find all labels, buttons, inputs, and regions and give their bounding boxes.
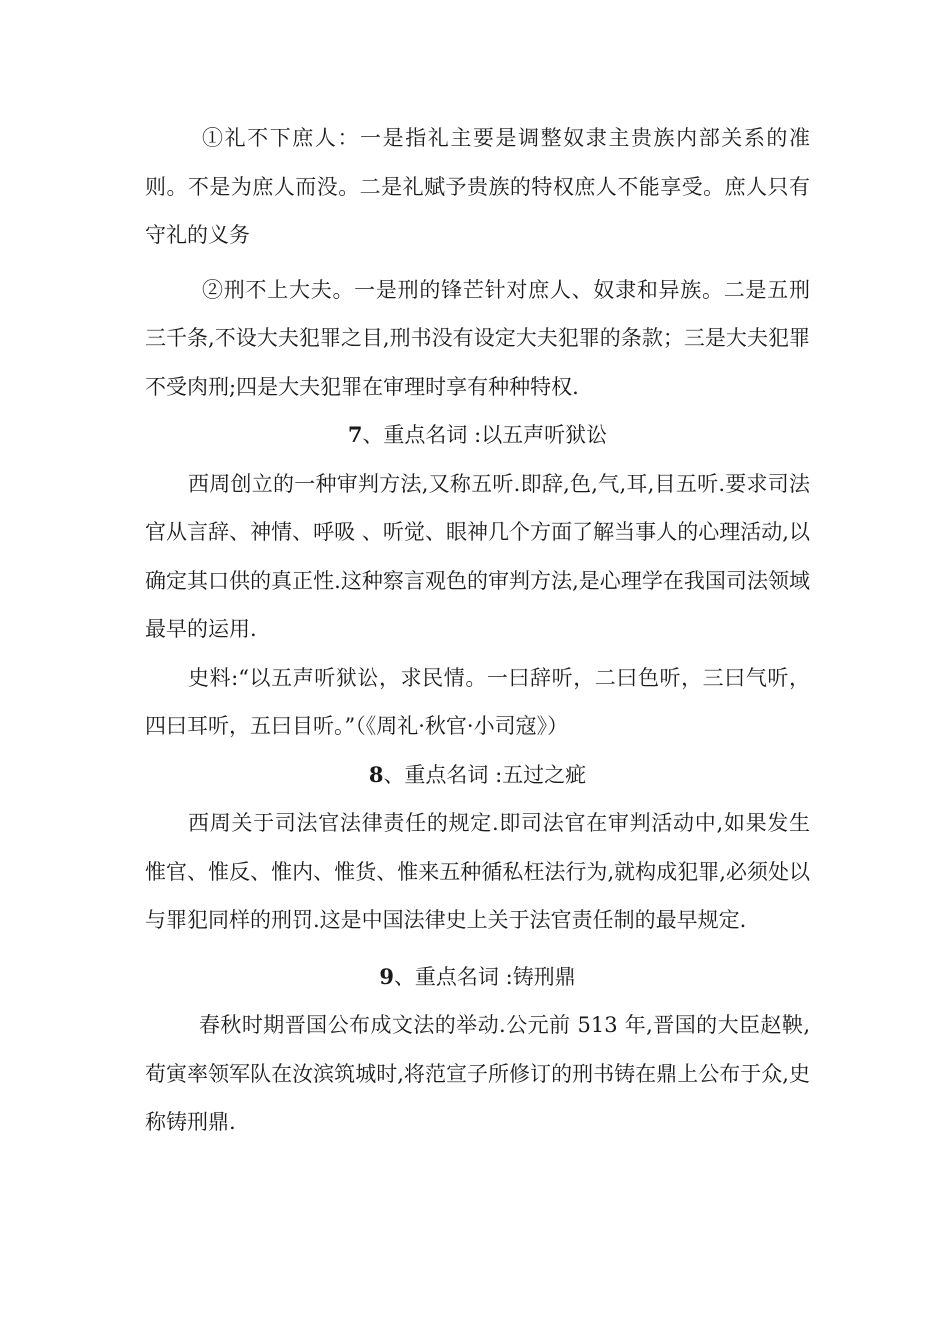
heading-label: 、重点名词 :以五声听狱讼 — [362, 423, 608, 447]
document-page — [145, 114, 810, 1147]
heading-number: 7 — [347, 422, 363, 447]
paragraph-li-bu-xia-shu-ren: ①礼不下庶人：一是指礼主要是调整奴隶主贵族内部关系的准则。不是为庶人而没。二是礼赋予贵族的特权庶人不能享受。庶人只有守礼的义务 — [145, 126, 810, 247]
heading-section-9 — [145, 953, 810, 1002]
paragraph-zhu-xing-ding: 春秋时期晋国公布成文法的举动.公元前 513 年,晋国的大臣赵鞅,荀寅率领军队在汝滨筑城时,将范宣子所修订的刑书铸在鼎上公布于众,史称铸刑鼎. — [145, 1013, 810, 1134]
paragraph-xing-bu-shang-da-fu: ②刑不上大夫。一是刑的锋芒针对庶人、奴隶和异族。二是五刑三千条,不设大夫犯罪之目,刑书没有设定大夫犯罪的条款；三是大夫犯罪不受肉刑;四是大夫犯罪在审理时享有种种特权. — [145, 277, 810, 399]
heading-section-8 — [145, 751, 810, 800]
heading-label: 、重点名词 :五过之疵 — [383, 762, 587, 787]
heading-label: 、重点名词 :铸刑鼎 — [393, 964, 576, 989]
paragraph-wu-guo-zhi-ci: 西周关于司法官法律责任的规定.即司法官在审判活动中,如果发生惟官、惟反、惟内、惟货、惟来五种循私枉法行为,就构成犯罪,必须处以与罪犯同样的刑罚.这是中国法律史上关于法官责任制的最早规定. — [145, 811, 810, 932]
paragraph-historical-source: 史料:“以五声听狱讼，求民情。一曰辞听，二曰色听，三曰气听，四曰耳听，五曰目听。”（《周礼·秋官·小司寇》） — [145, 665, 810, 738]
heading-section-7 — [145, 411, 810, 460]
paragraph-wu-sheng-ting-yu-song: 西周创立的一种审判方法,又称五听.即辞,色,气,耳,目五听.要求司法官从言辞、神情、呼吸 、听觉、眼神几个方面了解当事人的心理活动,以确定其口供的真正性.这种察言观色的审判方法,是心理学在我国司法领域最早的运用. — [145, 471, 810, 641]
heading-number: 8 — [368, 761, 384, 787]
heading-number: 9 — [379, 963, 394, 989]
